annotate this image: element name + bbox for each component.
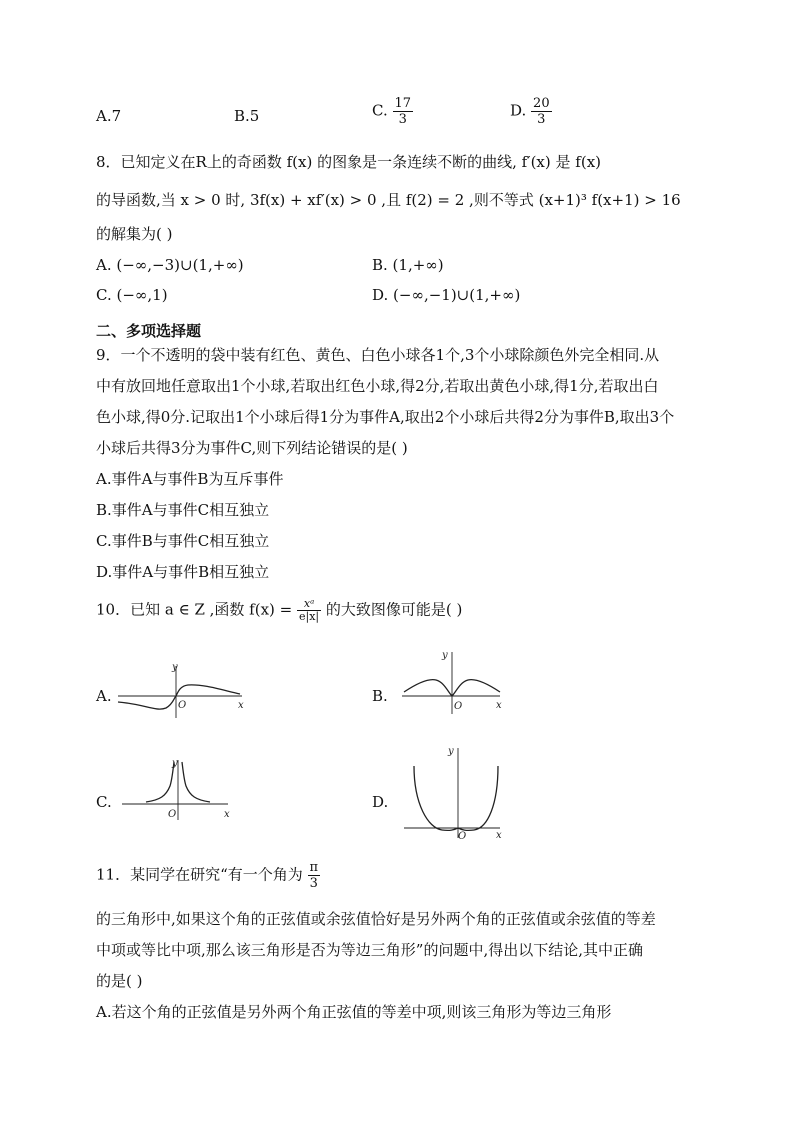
x-axis-label: x — [496, 830, 502, 841]
origin-label: O — [454, 701, 463, 712]
q10-stem — [96, 598, 462, 623]
q11-stem-line1-text: 11．某同学在研究“有一个角为 — [96, 865, 303, 884]
q8-stem-line2: 的导函数,当 x > 0 时, 3f(x) + xf′(x) > 0 ,且 f(2) = 2 ,则不等式 (x+1)³ f(x+1) > 16 — [96, 191, 681, 209]
q9-option-c: C.事件B与事件C相互独立 — [96, 532, 270, 550]
q8-option-a: A. (−∞,−3)∪(1,+∞) — [96, 256, 244, 274]
q9-option-a: A.事件A与事件B为互斥事件 — [96, 470, 284, 488]
q7-option-c-label: C. — [372, 101, 388, 120]
q8-stem-line3: 的解集为( ) — [96, 225, 173, 243]
fraction-denominator: e|x| — [299, 610, 320, 623]
fraction-denominator: 3 — [537, 112, 546, 127]
function-curve-right — [182, 762, 210, 802]
origin-label: O — [168, 809, 177, 820]
q7-option-d-fraction — [531, 96, 552, 127]
q10-function-fraction — [297, 598, 321, 623]
q8-option-b: B. (1,+∞) — [372, 256, 444, 274]
q10-option-b-label: B. — [372, 687, 388, 705]
fraction-numerator: xᵃ — [297, 598, 321, 611]
section-heading: 二、多项选择题 — [96, 322, 202, 340]
q10-stem-suffix: 的大致图像可能是( ) — [325, 600, 463, 619]
q9-stem-line3: 色小球,得0分.记取出1个小球后得1分为事件A,取出2个小球后共得2分为事件B,取出3个 — [96, 408, 675, 426]
fraction-numerator: 17 — [394, 96, 412, 111]
q10-graph-a — [116, 660, 252, 720]
q9-option-d: D.事件A与事件B相互独立 — [96, 563, 270, 581]
q9-stem-line4: 小球后共得3分为事件C,则下列结论错误的是( ) — [96, 439, 408, 457]
q10-option-d-label: D. — [372, 793, 389, 811]
y-axis-label: y — [172, 758, 178, 769]
x-axis-label: x — [238, 700, 244, 711]
q8-option-d: D. (−∞,−1)∪(1,+∞) — [372, 286, 521, 304]
q10-graph-c — [120, 756, 236, 822]
q8-stem-line1: 8．已知定义在R上的奇函数 f(x) 的图象是一条连续不断的曲线, f′(x) 是 f(x) — [96, 153, 602, 171]
function-curve-left — [146, 762, 174, 802]
q11-stem-line1 — [96, 860, 320, 891]
q7-option-a: A.7 — [96, 107, 122, 125]
origin-label: O — [178, 700, 187, 711]
q11-stem-line4: 的是( ) — [96, 972, 143, 990]
q7-option-d — [510, 96, 552, 127]
q7-option-b: B.5 — [234, 107, 260, 125]
function-curve — [414, 766, 498, 830]
origin-label: O — [458, 831, 467, 842]
fraction-numerator: π — [309, 860, 319, 875]
q11-option-a: A.若这个角的正弦值是另外两个角正弦值的等差中项,则该三角形为等边三角形 — [96, 1003, 612, 1021]
q10-graph-d — [402, 744, 506, 840]
q11-angle-fraction — [308, 860, 321, 891]
q10-graph-b — [400, 648, 506, 716]
q9-stem-line2: 中有放回地任意取出1个小球,若取出红色小球,得2分,若取出黄色小球,得1分,若取出白 — [96, 377, 659, 395]
y-axis-label: y — [172, 662, 178, 673]
fraction-numerator: 20 — [533, 96, 550, 111]
y-axis-label: y — [442, 650, 448, 661]
q9-stem-line1: 9．一个不透明的袋中装有红色、黄色、白色小球各1个,3个小球除颜色外完全相同.从 — [96, 346, 660, 364]
fraction-denominator: 3 — [398, 112, 407, 127]
q7-option-c-fraction — [393, 96, 414, 127]
q10-stem-prefix: 10．已知 a ∈ Z ,函数 f(x) = — [96, 600, 293, 619]
y-axis-label: y — [448, 746, 454, 757]
q11-stem-line3: 中项或等比中项,那么该三角形是否为等边三角形”的问题中,得出以下结论,其中正确 — [96, 941, 643, 959]
q8-option-c: C. (−∞,1) — [96, 286, 168, 304]
q10-option-a-label: A. — [96, 687, 112, 705]
q7-option-d-label: D. — [510, 101, 527, 120]
q9-option-b: B.事件A与事件C相互独立 — [96, 501, 270, 519]
q11-stem-line2: 的三角形中,如果这个角的正弦值或余弦值恰好是另外两个角的正弦值或余弦值的等差 — [96, 910, 656, 928]
q7-option-c — [372, 96, 413, 127]
x-axis-label: x — [224, 809, 230, 820]
fraction-denominator: 3 — [309, 876, 318, 891]
x-axis-label: x — [496, 700, 502, 711]
q10-option-c-label: C. — [96, 793, 112, 811]
